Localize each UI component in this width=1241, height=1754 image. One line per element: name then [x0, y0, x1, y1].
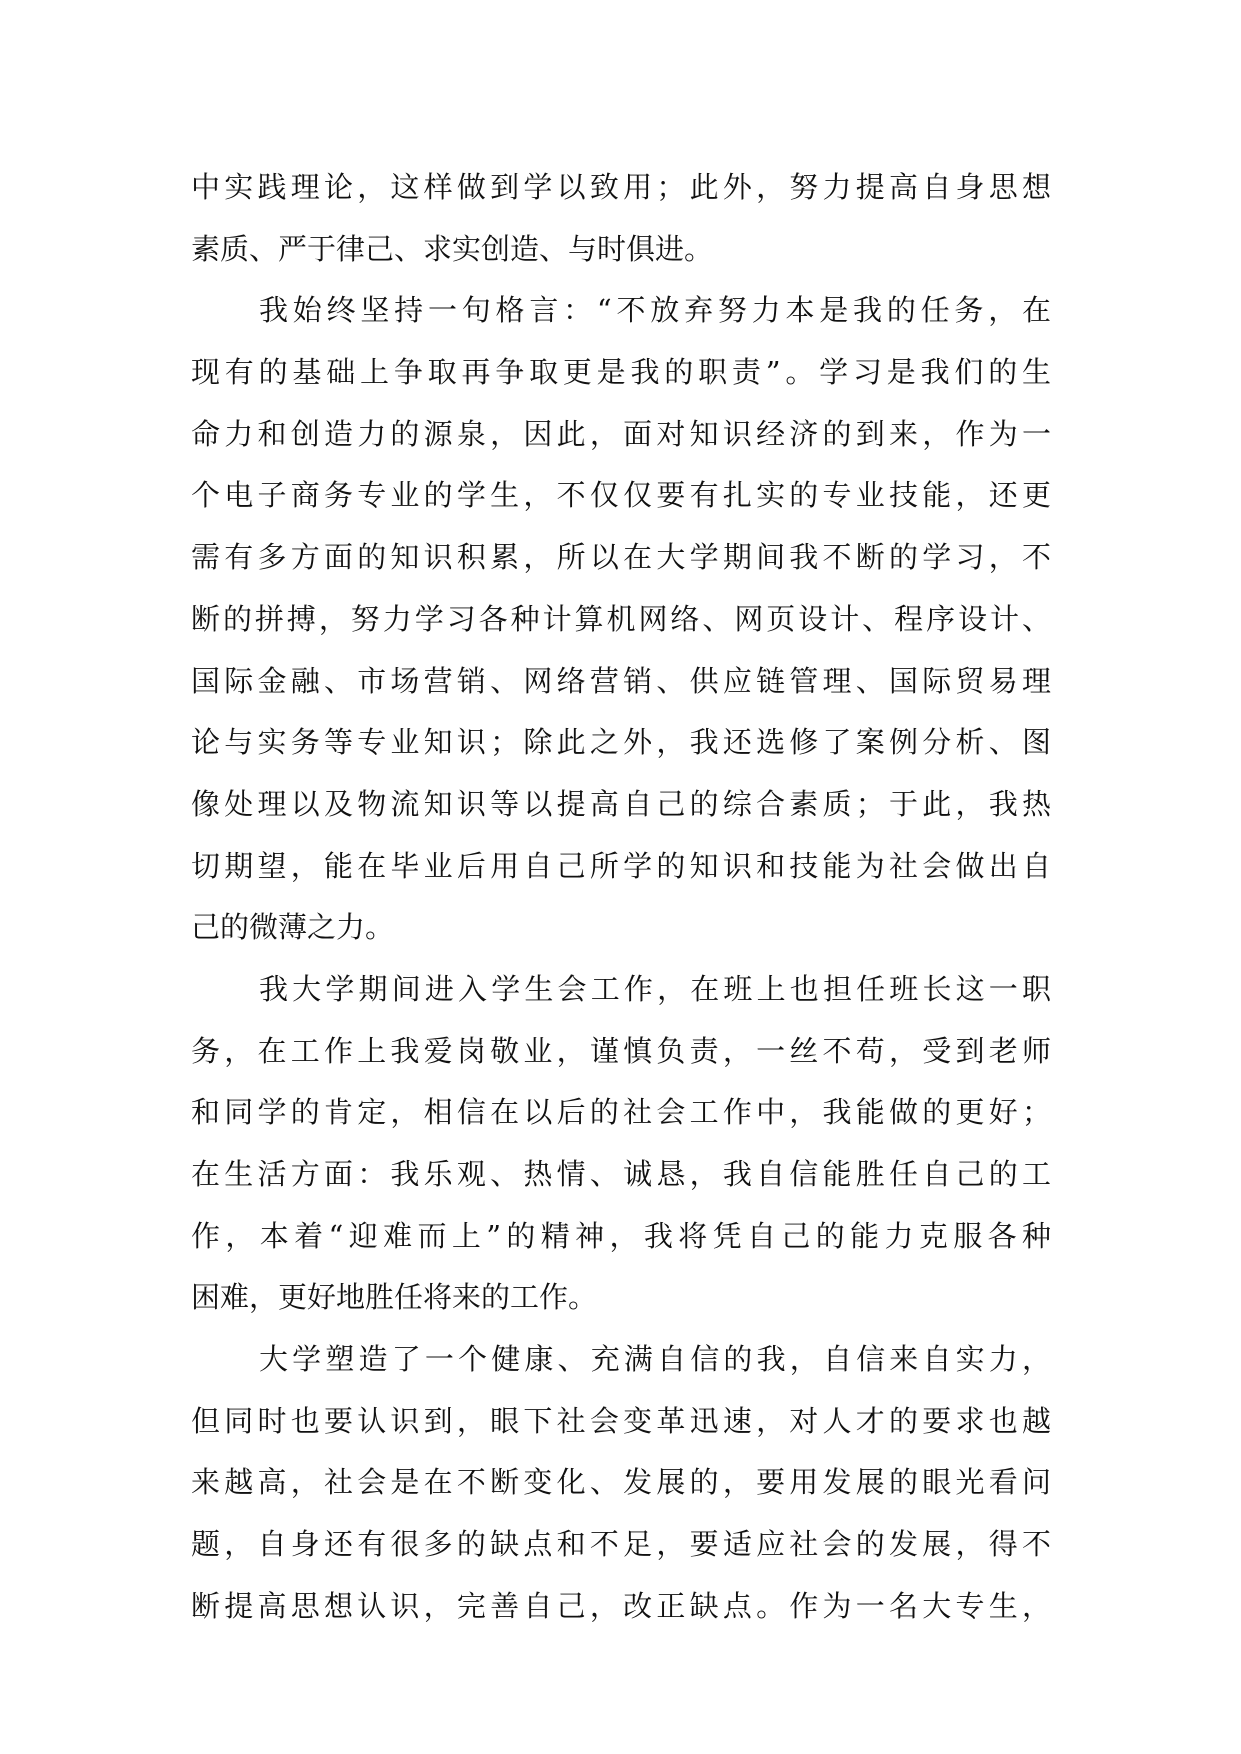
text-line: 像处理以及物流知识等以提高自己的综合素质；于此，我热 [191, 786, 1051, 821]
text-line: 命力和创造力的源泉，因此，面对知识经济的到来，作为一 [191, 416, 1051, 451]
text-line: 论与实务等专业知识；除此之外，我还选修了案例分析、图 [191, 725, 1051, 760]
text-line: 题，自身还有很多的缺点和不足，要适应社会的发展，得不 [191, 1527, 1051, 1562]
text-line: 己的微薄之力。 [191, 910, 395, 945]
text-line: 国际金融、市场营销、网络营销、供应链管理、国际贸易理 [191, 663, 1051, 698]
body-text [191, 157, 1051, 1638]
text-line: 来越高，社会是在不断变化、发展的，要用发展的眼光看问 [191, 1465, 1051, 1500]
text-line: 断的拼搏，努力学习各种计算机网络、网页设计、程序设计、 [191, 601, 1051, 636]
text-line: 在生活方面：我乐观、热情、诚恳，我自信能胜任自己的工 [191, 1157, 1051, 1191]
text-line: 素质、严于律己、求实创造、与时俱进。 [191, 231, 714, 266]
text-line: 困难，更好地胜任将来的工作。 [191, 1280, 598, 1315]
text-line: 个电子商务专业的学生，不仅仅要有扎实的专业技能，还更 [191, 478, 1051, 513]
text-line: 断提高思想认识，完善自己，改正缺点。作为一名大专生， [191, 1588, 1051, 1623]
text-line: 务，在工作上我爱岗敬业，谨慎负责，一丝不苟，受到老师 [191, 1033, 1051, 1068]
text-line: 需有多方面的知识积累，所以在大学期间我不断的学习，不 [191, 540, 1051, 575]
text-line: 我始终坚持一句格言：“不放弃努力本是我的任务，在 [259, 293, 1051, 328]
text-line: 但同时也要认识到，眼下社会变革迅速，对人才的要求也越 [191, 1403, 1051, 1438]
text-line: 我大学期间进入学生会工作，在班上也担任班长这一职 [259, 971, 1051, 1006]
text-line: 和同学的肯定，相信在以后的社会工作中，我能做的更好； [191, 1095, 1051, 1130]
text-line: 切期望，能在毕业后用自己所学的知识和技能为社会做出自 [191, 848, 1051, 883]
text-line: 大学塑造了一个健康、充满自信的我，自信来自实力， [259, 1342, 1051, 1377]
text-line: 现有的基础上争取再争取更是我的职责”。学习是我们的生 [191, 355, 1051, 390]
text-line: 中实践理论，这样做到学以致用；此外，努力提高自身思想 [191, 170, 1051, 204]
text-line: 作，本着“迎难而上”的精神，我将凭自己的能力克服各种 [191, 1218, 1051, 1253]
